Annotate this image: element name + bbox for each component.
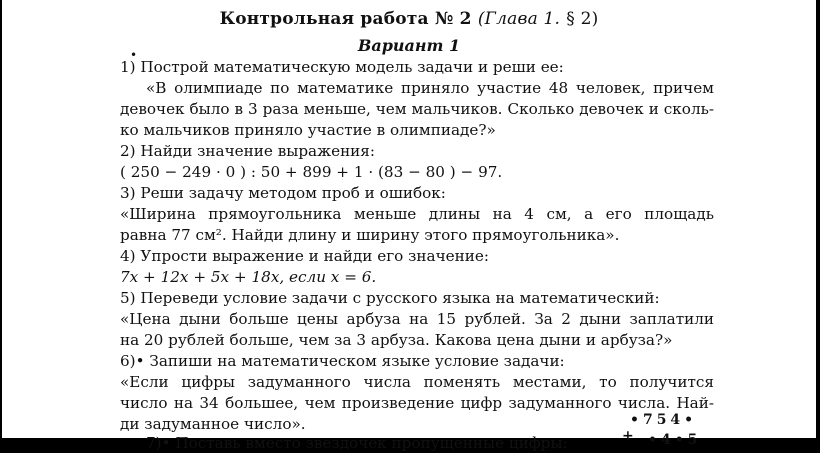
puzzle-plus: + — [622, 428, 638, 444]
task-6-text-line: ди задуманное число». — [120, 415, 306, 433]
worksheet-page — [2, 0, 816, 452]
task-7-heading: 7)• Поставь вместо звездочек пропущенные цифры: — [146, 434, 568, 452]
task-3-heading: 3) Реши задачу методом проб и ошибок: — [120, 184, 446, 202]
variant-heading: Вариант 1 — [357, 36, 461, 55]
task-5-text-line: «Цена дыни больше цены арбуза на 15 рублей. За 2 дыни заплатили — [120, 310, 714, 328]
task-6-heading: 6)• Запиши на математическом языке условие задачи: — [120, 352, 565, 370]
task-3-text-line: равна 77 см². Найди длину и ширину этого прямоугольника». — [120, 226, 620, 244]
task-1-text-line: девочек было в 3 раза меньше, чем мальчиков. Сколько девочек и сколь- — [120, 100, 714, 118]
task-6-text-line: число на 34 большее, чем произведение цифр задуманного числа. Най- — [120, 394, 714, 412]
page-title — [2, 9, 816, 29]
task-5-heading: 5) Переведи условие задачи с русского языка на математический: — [120, 289, 660, 307]
task-4-heading: 4) Упрости выражение и найди его значение: — [120, 247, 489, 265]
task-2-heading: 2) Найди значение выражения: — [120, 142, 376, 160]
task-5-text-line: на 20 рублей больше, чем за 3 арбуза. Какова цена дыни и арбуза?» — [120, 331, 673, 349]
task-4-expression: 7x + 12x + 5x + 18x, если x = 6. — [120, 268, 377, 286]
title-chapter: (Глава 1. — [477, 9, 561, 29]
task-1-text-line: «В олимпиаде по математике приняло участие 48 человек, причем — [146, 79, 714, 97]
task-2-expression: ( 250 − 249 · 0 ) : 50 + 899 + 1 · (83 − 80 ) − 97. — [120, 163, 503, 181]
task-1-text-line: ко мальчиков приняло участие в олимпиаде?» — [120, 121, 496, 139]
puzzle-row-2: •4•5 — [648, 432, 702, 448]
title-section: § 2) — [566, 9, 599, 29]
task-1-heading: 1) Построй математическую модель задачи и реши ее: — [120, 58, 564, 76]
stray-dot-icon: • — [130, 48, 138, 62]
puzzle-row-1: •754• — [630, 412, 698, 428]
title-main: Контрольная работа № 2 — [219, 9, 472, 29]
task-6-text-line: «Если цифры задуманного числа поменять местами, то получится — [120, 373, 714, 391]
task-3-text-line: «Ширина прямоугольника меньше длины на 4 см, а его площадь — [120, 205, 714, 223]
